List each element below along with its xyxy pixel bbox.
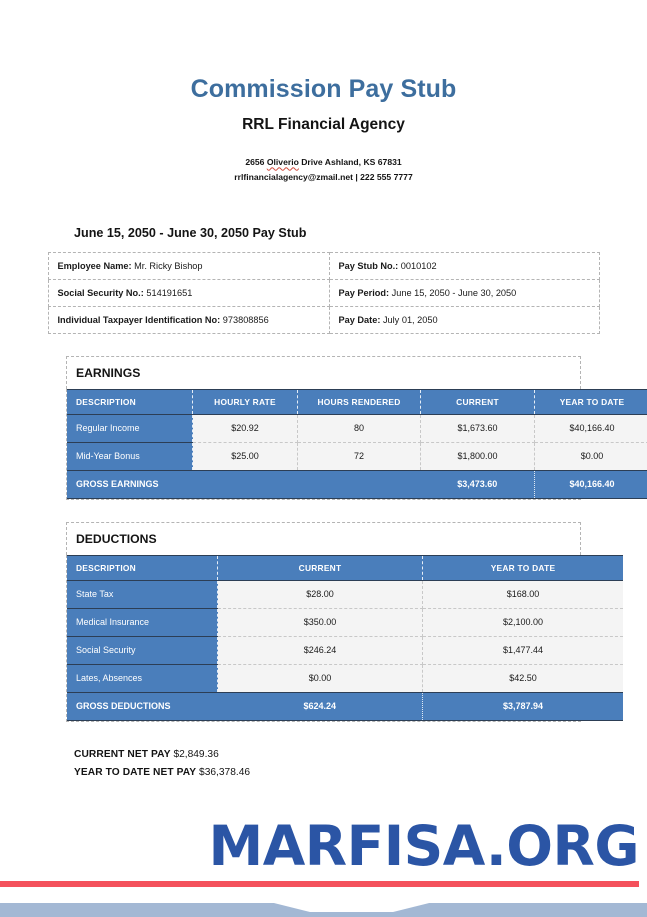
- earnings-row-0-hourly-rate: $20.92: [193, 414, 298, 442]
- table-row: [67, 442, 647, 470]
- earnings-row-1-ytd: $0.00: [535, 442, 647, 470]
- page-title: Commission Pay Stub: [190, 75, 457, 103]
- earnings-row-1-description: Mid-Year Bonus: [67, 442, 193, 470]
- address-street-name: Oliverio: [266, 157, 299, 168]
- itin-value: 973808856: [222, 314, 269, 325]
- deductions-table-frame: [66, 555, 581, 722]
- deductions-table-body: [67, 580, 623, 720]
- earnings-col-description: DESCRIPTION: [67, 389, 193, 414]
- ytd-net-pay-label: YEAR TO DATE NET PAY: [74, 767, 197, 779]
- earnings-table-body: [67, 414, 647, 498]
- table-header-row: [67, 555, 623, 580]
- ssn-value: 514191651: [146, 287, 193, 298]
- deductions-row-2-current: $246.24: [218, 636, 423, 664]
- deductions-row-3-current: $0.00: [218, 664, 423, 692]
- deductions-section: [66, 522, 581, 722]
- gross-earnings-label: GROSS EARNINGS: [67, 470, 421, 498]
- deductions-col-description: DESCRIPTION: [67, 555, 218, 580]
- ytd-net-pay-line: [74, 764, 647, 783]
- deductions-row-2-description: Social Security: [67, 636, 218, 664]
- net-pay-block: [74, 746, 647, 783]
- table-row: [67, 636, 623, 664]
- table-row: [67, 414, 647, 442]
- ssn-cell: [48, 279, 329, 306]
- earnings-row-1-hours: 72: [298, 442, 421, 470]
- pay-period-cell: [329, 279, 599, 306]
- address-street-prefix: 2656: [245, 157, 267, 168]
- table-header-row: [67, 389, 647, 414]
- deductions-table-head: [67, 555, 623, 580]
- itin-cell: [48, 306, 329, 333]
- current-net-pay-value: $2,849.36: [173, 748, 219, 760]
- site-watermark: [0, 814, 647, 887]
- earnings-table: [67, 389, 647, 499]
- company-contact-block: [0, 155, 647, 185]
- pay-period-value: June 15, 2050 - June 30, 2050: [391, 287, 517, 298]
- earnings-col-current: CURRENT: [421, 389, 535, 414]
- earnings-section: [66, 356, 625, 500]
- table-row: [48, 306, 599, 333]
- company-email-phone: rrlfinancialagency@zmail.net | 222 555 7777: [234, 172, 413, 183]
- table-row: [67, 608, 623, 636]
- earnings-row-0-ytd: $40,166.40: [535, 414, 647, 442]
- earnings-row-0-current: $1,673.60: [421, 414, 535, 442]
- address-street-rest: Drive Ashland, KS 67831: [298, 157, 402, 168]
- gross-deductions-label: GROSS DEDUCTIONS: [67, 692, 218, 720]
- table-row: [48, 279, 599, 306]
- logo-underline-rule: [0, 881, 639, 887]
- employee-name-label: Employee Name:: [57, 260, 132, 271]
- deductions-row-0-description: State Tax: [67, 580, 218, 608]
- gross-earnings-current: $3,473.60: [421, 470, 535, 498]
- employee-name-cell: [48, 252, 329, 279]
- company-address: [0, 155, 647, 170]
- marfisa-logo-text: MARFISA.ORG: [208, 814, 639, 878]
- gross-deductions-current: $624.24: [218, 692, 423, 720]
- ssn-label: Social Security No.:: [57, 287, 144, 298]
- band-left-shape: [0, 903, 330, 917]
- deductions-row-1-ytd: $2,100.00: [423, 608, 624, 636]
- earnings-col-hourly-rate: HOURLY RATE: [193, 389, 298, 414]
- deductions-col-current: CURRENT: [218, 555, 423, 580]
- deductions-table: [67, 555, 623, 721]
- deductions-row-2-ytd: $1,477.44: [423, 636, 624, 664]
- pay-date-cell: [329, 306, 599, 333]
- company-name: RRL Financial Agency: [242, 116, 405, 134]
- deductions-row-0-current: $28.00: [218, 580, 423, 608]
- table-row: [48, 252, 599, 279]
- deductions-total-row: [67, 692, 623, 720]
- pay-stub-no-label: Pay Stub No.:: [338, 260, 399, 271]
- employee-info-table: [48, 252, 600, 334]
- earnings-section-title: EARNINGS: [66, 356, 581, 389]
- earnings-col-ytd: YEAR TO DATE: [535, 389, 647, 414]
- deductions-row-3-ytd: $42.50: [423, 664, 624, 692]
- deductions-section-title: DEDUCTIONS: [66, 522, 581, 555]
- pay-date-label: Pay Date:: [338, 314, 381, 325]
- pay-date-value: July 01, 2050: [382, 314, 438, 325]
- ytd-net-pay-value: $36,378.46: [199, 767, 251, 779]
- footer-decorative-band: [0, 895, 647, 917]
- deductions-col-ytd: YEAR TO DATE: [423, 555, 624, 580]
- pay-stub-no-value: 0010102: [400, 260, 437, 271]
- pay-period-heading: June 15, 2050 - June 30, 2050 Pay Stub: [74, 225, 307, 240]
- earnings-table-frame: [66, 389, 625, 500]
- earnings-row-1-hourly-rate: $25.00: [193, 442, 298, 470]
- deductions-row-1-description: Medical Insurance: [67, 608, 218, 636]
- current-net-pay-label: CURRENT NET PAY: [74, 748, 171, 760]
- pay-period-label: Pay Period:: [338, 287, 390, 298]
- deductions-row-3-description: Lates, Absences: [67, 664, 218, 692]
- table-row: [67, 664, 623, 692]
- gross-earnings-ytd: $40,166.40: [535, 470, 647, 498]
- current-net-pay-line: [74, 746, 647, 765]
- earnings-total-row: [67, 470, 647, 498]
- gross-deductions-ytd: $3,787.94: [423, 692, 624, 720]
- employee-name-value: Mr. Ricky Bishop: [134, 260, 203, 271]
- pay-stub-no-cell: [329, 252, 599, 279]
- earnings-row-1-current: $1,800.00: [421, 442, 535, 470]
- earnings-table-head: [67, 389, 647, 414]
- employee-info-body: [48, 252, 599, 333]
- deductions-row-0-ytd: $168.00: [423, 580, 624, 608]
- earnings-row-0-hours: 80: [298, 414, 421, 442]
- itin-label: Individual Taxpayer Identification No:: [57, 314, 221, 325]
- earnings-col-hours-rendered: HOURS RENDERED: [298, 389, 421, 414]
- table-row: [67, 580, 623, 608]
- earnings-row-0-description: Regular Income: [67, 414, 193, 442]
- deductions-row-1-current: $350.00: [218, 608, 423, 636]
